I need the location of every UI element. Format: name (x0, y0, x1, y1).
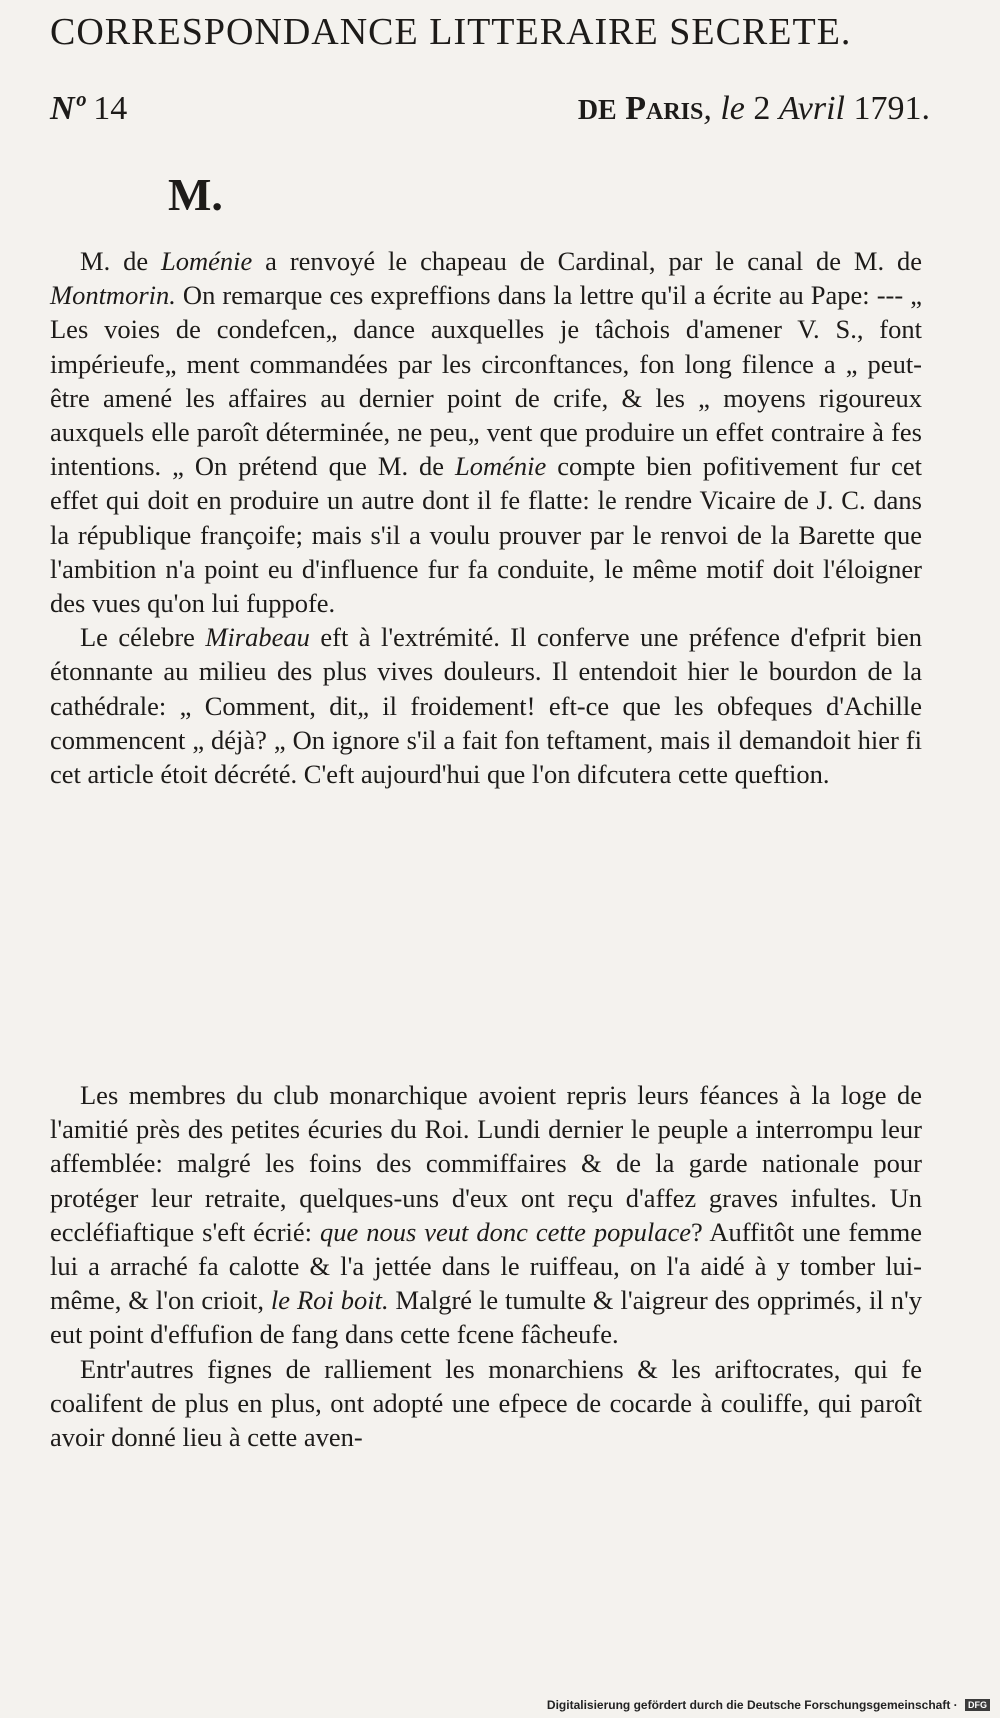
italic-run: Loménie (161, 246, 253, 276)
text-run: Le célebre (80, 622, 206, 653)
article-paragraph (50, 244, 922, 620)
dateline-day: 2 (753, 90, 771, 127)
digitization-footer: Digitalisierung gefördert durch die Deutsche Forschungsgemeinschaft · DFG (547, 1698, 990, 1712)
dateline-de: DE (577, 95, 617, 126)
footer-text: Digitalisierung gefördert durch die Deutsche Forschungsgemeinschaft (546, 1698, 951, 1712)
text-run: ? Auffitôt une femme lui a arraché fa calotte & l'a jettée dans le ruiffeau, on l'a aidé à y tomber lui-même, & l'on crioit, (50, 1216, 923, 1316)
text-run: Entr'autres fignes de ralliement les monarchiens & les ariftocrates, qui fe coalifent de plus en plus, ont adopté une efpece de cocarde à couliffe, qui paroît avoir donné lieu à cette aven- (50, 1353, 922, 1453)
text-run: a renvoyé le chapeau de Cardinal, par le canal de M. de (252, 246, 922, 276)
text-run: On remarque ces expreffions dans la lettre qu'il a écrite au Pape: --- „ Les voies de condefcen„ dance auxquelles je tâchois d'amener V. S., font impérieufe„ ment commandées par les circonftances, fon long filence a „ peut-être amené les affaires au dernier point de crife, & les „ moyens rigoureux auxquels elle paroît déterminée, ne peu„ vent que produire un effet contraire à fes intentions. „ On prétend que M. de (50, 280, 922, 482)
text-run: Les membres du club monarchique avoient repris leurs féances à la loge de l'amitié près des petites écuries du Roi. Lundi dernier le peuple a interrompu leur affemblée: malgré les foins des commiffaires & de la garde nationale pour protéger leur retraite, quelques-uns d'eux ont reçu d'affez graves infultes. Un eccléfiaftique s'eft écrié: (50, 1080, 922, 1247)
dfg-logo: DFG (965, 1699, 990, 1711)
issue-prefix: Nº (50, 90, 85, 127)
article-paragraph (50, 1352, 922, 1455)
issue-number-value: 14 (93, 90, 128, 127)
italic-run: que nous veut donc cette populace (320, 1216, 692, 1247)
issue-line (50, 90, 930, 140)
dateline-month: Avril (778, 90, 845, 127)
salutation: M. (168, 169, 223, 220)
dateline (578, 90, 930, 128)
text-run: M. de (80, 246, 161, 276)
italic-run: Montmorin. (50, 280, 176, 311)
text-run: Malgré le tumulte & l'aigreur des opprimés, il n'y eut point d'effufion de fang dans cette fcene fâcheufe. (50, 1285, 922, 1350)
dateline-le: , le (703, 90, 745, 127)
italic-run: Mirabeau (205, 622, 310, 653)
article-paragraph (50, 1078, 922, 1352)
dateline-year: 1791. (853, 90, 930, 127)
article-paragraph (50, 620, 922, 791)
italic-run: le Roi boit. (270, 1285, 389, 1316)
text-run: compte bien pofitivement fur cet effet qui doit en produire un autre dont il fe flatte: le rendre Vicaire de J. C. dans la république françoife; mais s'il a voulu prouver par le renvoi de la Barette que l'ambition n'a point eu d'influence fur fa conduite, le même motif doit l'éloigner des vues qu'on lui fuppofe. (50, 451, 922, 619)
text-run: eft à l'extrémité. Il conferve une préfence d'efprit bien étonnante au milieu des plus vives douleurs. Il entendoit hier le bourdon de la cathédrale: „ Comment, dit„ il froidement! eft-ce que les obfeques d'Achille commencent „ déjà? „ On ignore s'il a fait fon teftament, mais il demandoit hier fi cet article étoit décrété. C'eft aujourd'hui que l'on difcutera cette queftion. (50, 622, 922, 790)
masthead-title: CORRESPONDANCE LITTERAIRE SECRETE. (50, 11, 852, 53)
dateline-paris: Paris (625, 90, 704, 127)
issue-number (50, 90, 127, 128)
article-block (50, 1078, 922, 1454)
italic-run: Loménie (455, 451, 547, 482)
article-block (50, 244, 922, 791)
